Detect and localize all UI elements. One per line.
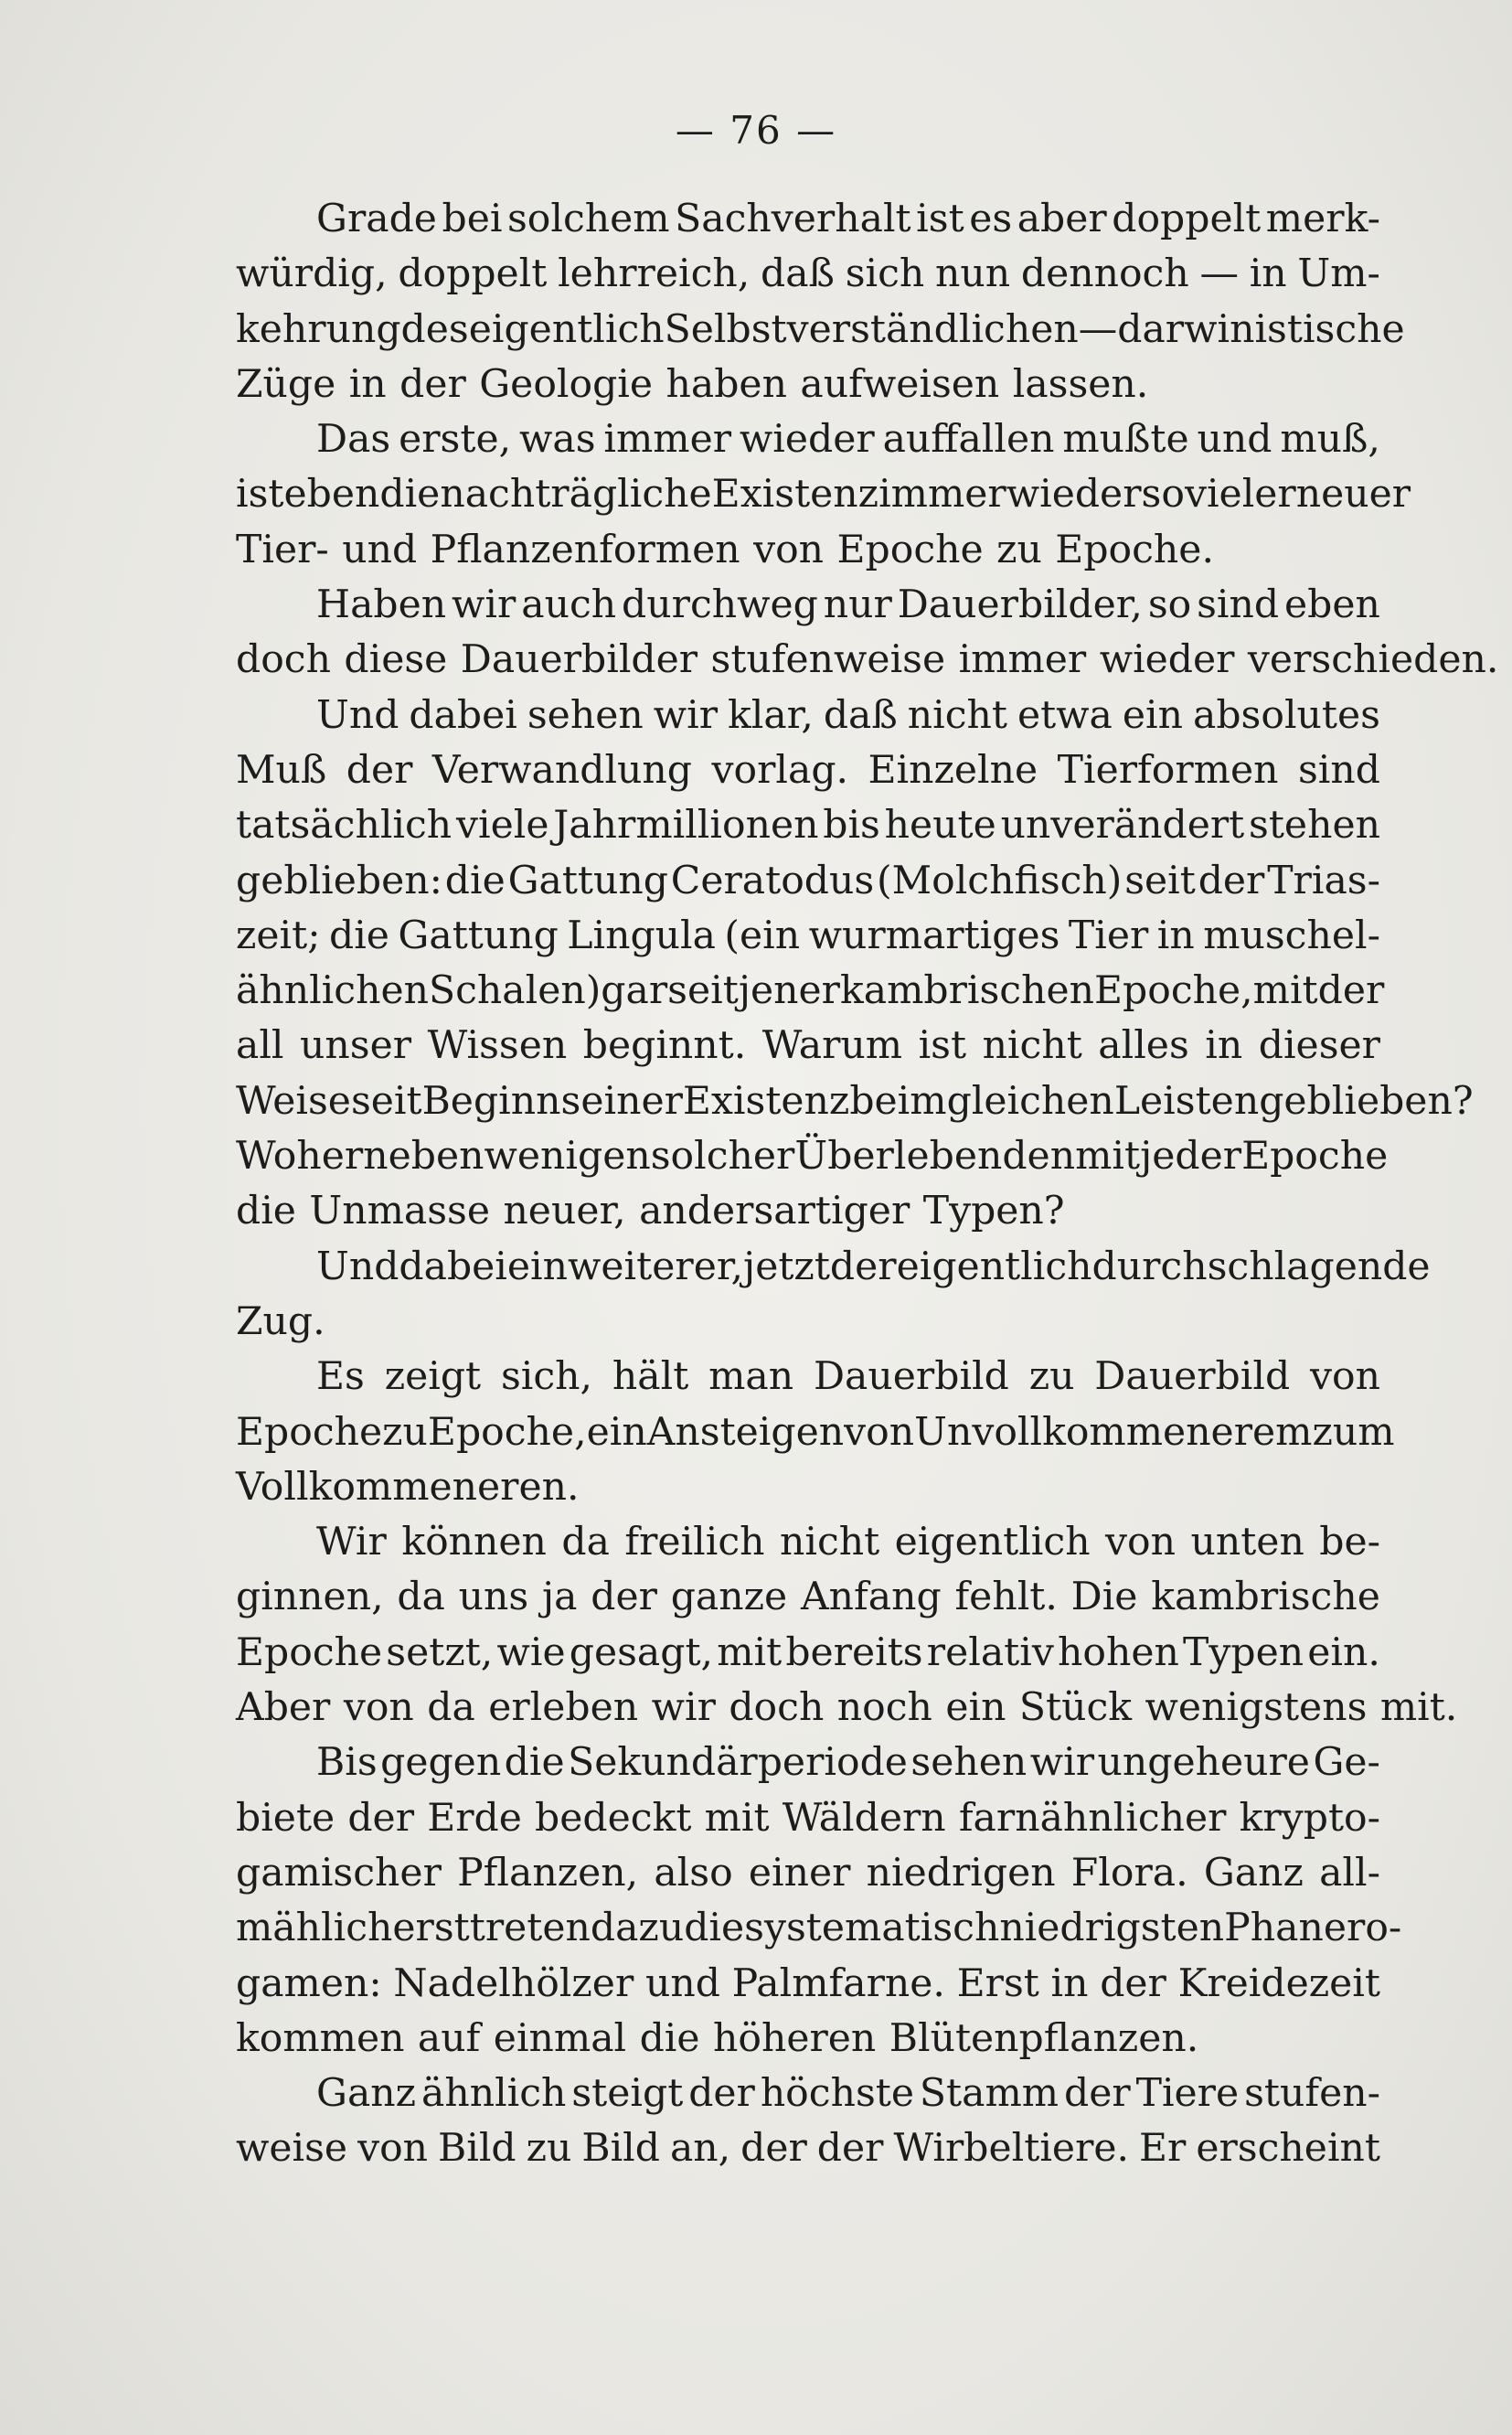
text-line: Aber von da erleben wir doch noch ein Stück wenigstens mit. <box>236 1685 1458 1731</box>
text-line: kommen auf einmal die höheren Blütenpflanzen. <box>236 2015 1199 2061</box>
text-line: Vollkommeneren. <box>236 1464 580 1510</box>
text-line: biete der Erde bedeckt mit Wäldern farnähnlicher krypto- <box>236 1795 1380 1841</box>
text-line: Zug. <box>236 1298 325 1344</box>
text-line: die Unmasse neuer, andersartiger Typen? <box>236 1189 1065 1234</box>
text-line: Das erste, was immer wieder auffallen mußte und muß, <box>316 417 1380 463</box>
text-line: Und dabei ein weiterer, jetzt der eigentlich durchschlagende <box>316 1244 1431 1289</box>
text-line: Epoche zu Epoche, ein Ansteigen von Unvollkommenerem zum <box>236 1409 1395 1455</box>
text-line: mählich erst treten dazu die systematisch niedrigsten Phanero- <box>236 1906 1402 1951</box>
text-line: Tier- und Pflanzenformen von Epoche zu Epoche. <box>236 527 1214 572</box>
text-line: Züge in der Geologie haben aufweisen lassen. <box>236 361 1149 407</box>
text-line: kehrung des eigentlich Selbstverständlichen — darwinistische <box>236 306 1405 352</box>
text-line: weise von Bild zu Bild an, der der Wirbeltiere. Er erscheint <box>236 2126 1380 2172</box>
text-line: ist eben die nachträgliche Existenz immer wieder so vieler neuer <box>236 472 1411 518</box>
text-line: geblieben: die Gattung Ceratodus (Molchfisch) seit der Trias- <box>236 858 1380 903</box>
text-line: gamischer Pflanzen, also einer niedrigen Flora. Ganz all- <box>236 1850 1380 1896</box>
text-line: Wir können da freilich nicht eigentlich von unten be- <box>316 1520 1380 1565</box>
text-line: Weise seit Beginn seiner Existenz beim gleichen Leisten geblieben? <box>236 1078 1474 1124</box>
body-text <box>236 192 1499 2177</box>
text-line: gamen: Nadelhölzer und Palmfarne. Erst in der Kreidezeit <box>236 1960 1380 2006</box>
text-line: ginnen, da uns ja der ganze Anfang fehlt. Die kambrische <box>236 1575 1380 1620</box>
text-line: doch diese Dauerbilder stufenweise immer wieder verschieden. <box>236 637 1499 683</box>
text-line: Grade bei solchem Sachverhalt ist es aber doppelt merk- <box>316 197 1380 241</box>
text-line: zeit; die Gattung Lingula (ein wurmartiges Tier in muschel- <box>236 913 1380 958</box>
text-line: Bis gegen die Sekundärperiode sehen wir ungeheure Ge- <box>316 1740 1380 1786</box>
text-line: Und dabei sehen wir klar, daß nicht etwa ein absolutes <box>316 692 1380 738</box>
text-line: Haben wir auch durchweg nur Dauerbilder, so sind eben <box>316 582 1380 628</box>
text-line: Es zeigt sich, hält man Dauerbild zu Dauerbild von <box>316 1354 1380 1400</box>
text-line: all unser Wissen beginnt. Warum ist nicht alles in dieser <box>236 1023 1380 1069</box>
text-line: Muß der Verwandlung vorlag. Einzelne Tierformen sind <box>236 747 1380 793</box>
text-line: Epoche setzt, wie gesagt, mit bereits relativ hohen Typen ein. <box>236 1629 1380 1675</box>
text-line: Ganz ähnlich steigt der höchste Stamm der Tiere stufen- <box>316 2071 1380 2117</box>
text-line: tatsächlich viele Jahrmillionen bis heute unverändert stehen <box>236 803 1380 849</box>
text-line: ähnlichen Schalen) gar seit jener kambrischen Epoche, mit der <box>236 968 1385 1014</box>
text-line: würdig, doppelt lehrreich, daß sich nun dennoch — in Um- <box>236 251 1380 297</box>
text-line: Woher neben wenigen solcher Überlebenden mit jeder Epoche <box>236 1134 1389 1180</box>
page-number: — 76 — <box>675 108 837 153</box>
